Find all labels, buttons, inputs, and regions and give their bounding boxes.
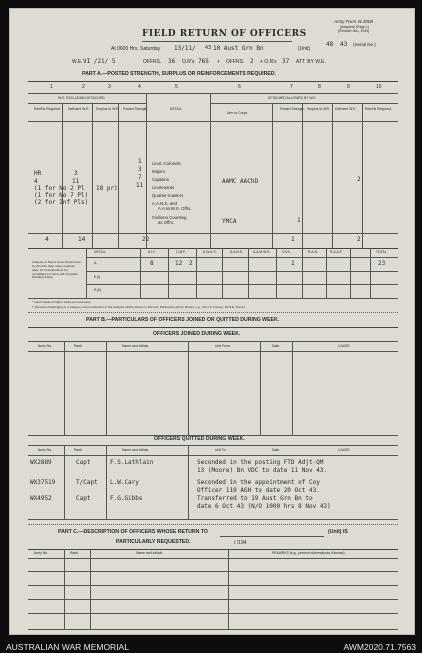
arm-line-2: YMCA xyxy=(222,218,237,225)
plus-offrs-value: 2 xyxy=(250,58,254,65)
form-adopted: (Adapted) (Page 1) xyxy=(340,25,369,29)
part-a-heading: PART A.—POSTED STRENGTH, SURPLUS OR REINFORCEMENTS REQUIRED. xyxy=(82,71,276,77)
at-line: At 0600 Hrs. Saturday xyxy=(111,46,161,52)
form-paper: Army Form W.3008 (Adapted) (Page 1) (Revised Jan., 1943) FIELD RETURN OF OFFICERS 48 43 (Serial No.) At 0600 Hrs. Saturday 13/11/ 43 10 Aust Grn Bn (Unit) W.E. VI /21/ 5 OFFRS. 36 O.R's 765 + OFFRS. 2 + O.R's 37 ATT. BY W.E. PART A.—POSTED STRENGTH, SURPLUS OR REINFORCEMENTS REQUIRED. 1 2 3 4 5 6 7 8 9 10 W.E. EXCLUDING ATTACHED. ATTACHED ALLOWED BY W.E. Reinf'ts Required. Deficient W.E. Surplus to W.E. Posted Strength. DETAIL. Arm or Corps. Posted Strength. Surplus to W.E. Deficient W.E. Reinf'ts Required. HR 4 (1 for No 2 Pl (1 for No 7 Pl) (2 for Inf Pls) 3 11 18 pr) 1 3 7 11 Lieut.-Colonels Majors Captains Lieutenants Quarter-masters A.A.N.S. and A.A.M.W.S. Offrs. Civilians Counting as Offrs. AAMC AAChD YMCA 1 2 4 14 22 1 2 Analysis of Part A to be shown here by All units (See notes overleaf, para. 10 of instructions for compilation of form) will complete Part E(i) & E(ii) DETAIL. A.I.F. C.M.F. A.W.A.S. A.A.N.S. A.A.M.W.S. CIVIL. R.A.N. R.A.A.F. TOTAL. A. E.(i) E.(ii) 8 12 2 1 23 * Insert detail of higher ranks as necessary. † Personnel belonging to a category not provided for in the analysis will be shown in this Col. Particulars will be shown, e.g., 25 U.S. Forces; 10 N.E. Forces PART B.—PARTICULARS OF OFFICERS JOINED OR QUITTED DURING WEEK. OFFICERS JOINED DURING WEEK. Army No. Rank. Name and Initials. Unit From. Date. CAUSE. OFFICERS QUITTED DURING WEEK. Army No. Rank. Name and Initials. Unit To. Date. CAUSE. WX2889 Capt F.S.Lathlain Seconded in the posting FTD Adjt-QM 13 (Moore) Bn VDC to date 11 Nov 43. WX37519 T/Capt L.W.Cary Seconded in the appointment of Coy Officer 110 AGH to date 20 Oct 43. WX4952 Capt F.G.Gibbs Transferred to 19 Aust Grn Bn to date 6 Oct 43 (N/O 1000 hrs 8 Nov 43) PART C.—DESCRIPTION OF OFFICERS WHOSE RETURN TO (Unit) IS PARTICULARLY REQUESTED. / /194 Army No. Rank. Name and Initials. REMARKS (e.g., present whereabouts if known). xyxy=(9,8,415,635)
reinf-line-3: (1 for No 2 Pl xyxy=(34,185,85,192)
serial-label: (Serial No.) xyxy=(353,42,376,47)
plus-ors-value: 37 xyxy=(282,58,290,65)
part-c-heading: PART C.—DESCRIPTION OF OFFICERS WHOSE RETURN TO xyxy=(58,529,208,535)
footer-right: AWM2020.71.7563 xyxy=(343,642,416,652)
ors-value: 765 xyxy=(198,58,209,65)
attached-allowed-label: ATTACHED ALLOWED BY W.E. xyxy=(268,96,317,100)
offrs-value: 36 xyxy=(168,58,176,65)
unit-name: 10 Aust Grn Bn xyxy=(213,45,264,52)
serial-value-2: 43 xyxy=(340,41,348,48)
we-value: VI /21/ 5 xyxy=(83,58,116,65)
form-title: FIELD RETURN OF OFFICERS xyxy=(142,29,307,39)
unit-label: (Unit) xyxy=(298,46,311,52)
arm-line-1: AAMC AAChD xyxy=(222,178,259,185)
footer-bar xyxy=(0,640,422,653)
analysis-note: Analysis of Part A to be shown here by All units (See notes overleaf, para. 10 of instructions for compilation of form) will complete Part E(i) & E(ii) xyxy=(32,260,81,280)
part-b-heading: PART B.—PARTICULARS OF OFFICERS JOINED OR QUITTED DURING WEEK. xyxy=(86,317,280,323)
form-id: Army Form W.3008 xyxy=(334,19,373,24)
note-1: * Insert detail of higher ranks as necessary. xyxy=(32,300,92,304)
serial-value: 48 xyxy=(326,41,334,48)
reinf-line-4: (1 for No 7 Pl) xyxy=(34,192,89,199)
joined-heading: OFFICERS JOINED DURING WEEK. xyxy=(153,331,241,337)
return-year: 43 xyxy=(205,45,212,51)
date-blank: / /194 xyxy=(234,540,247,546)
ors-label: O.R's xyxy=(182,59,195,65)
reinf-line-5: (2 for Inf Pls) xyxy=(34,199,89,206)
we-excluding-label: W.E. EXCLUDING ATTACHED. xyxy=(58,96,106,100)
quitted-heading: OFFICERS QUITTED DURING WEEK. xyxy=(154,436,245,442)
att-label: ATT. BY W.E. xyxy=(296,59,326,65)
reinf-line-1: HR xyxy=(34,170,42,177)
footer-left: AUSTRALIAN WAR MEMORIAL xyxy=(6,642,129,652)
return-date: 13/11/ xyxy=(174,45,196,52)
unit-is: (Unit) IS xyxy=(328,529,348,535)
we-label: W.E. xyxy=(72,59,83,65)
offrs-label: OFFRS. xyxy=(143,59,162,65)
particularly-requested: PARTICULARLY REQUESTED. xyxy=(116,539,191,545)
reinf-line-2: 4 xyxy=(34,178,38,185)
note-2: † Personnel belonging to a category not provided for in the analysis will be shown in this Col. Particulars will be shown, e.g., 25 U.S. Forces; 10 N.E. Forces xyxy=(32,305,246,309)
form-revised: (Revised Jan., 1943) xyxy=(338,29,370,33)
